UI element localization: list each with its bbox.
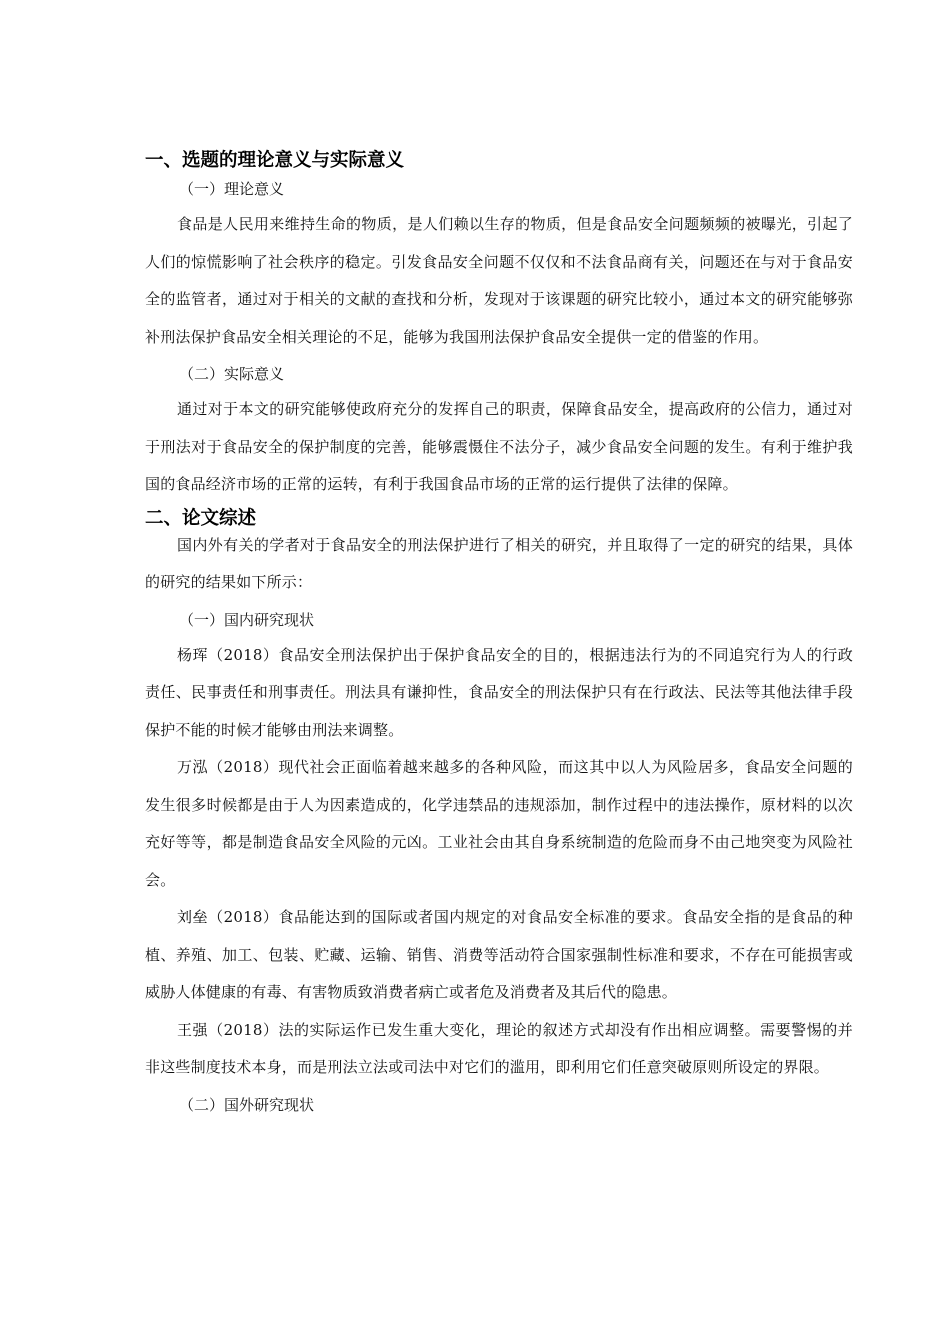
subheading-domestic-research: （一）国内研究现状 [179, 610, 315, 629]
paragraph-wan: 万泓（2018）现代社会正面临着越来越多的各种风险，而这其中以人为风险居多，食品安全问题的发生很多时候都是由于人为因素造成的，化学违禁品的违规添加，制作过程中的违法操作，原材料的以次充好等等，都是制造食品安全风险的元凶。工业社会由其自身系统制造的危险而身不由己地突变为风险社会。 [145, 758, 853, 889]
subheading-foreign-research: （二）国外研究现状 [179, 1095, 315, 1114]
paragraph-wang: 王强（2018）法的实际运作已发生重大变化，理论的叙述方式却没有作出相应调整。需要警惕的并非这些制度技术本身，而是刑法立法或司法中对它们的滥用，即利用它们任意突破原则所设定的界限。 [145, 1020, 853, 1076]
paragraph-practical-significance: 通过对于本文的研究能够使政府充分的发挥自己的职责，保障食品安全，提高政府的公信力，通过对于刑法对于食品安全的保护制度的完善，能够震慑住不法分子，减少食品安全问题的发生。有利于维护我国的食品经济市场的正常的运转，有利于我国食品市场的正常的运行提供了法律的保障。 [145, 400, 853, 493]
paragraph-theoretical-significance: 食品是人民用来维持生命的物质，是人们赖以生存的物质，但是食品安全问题频频的被曝光，引起了人们的惊慌影响了社会秩序的稳定。引发食品安全问题不仅仅和不法食品商有关，问题还在与对于食品安全的监管者，通过对于相关的文献的查找和分析，发现对于该课题的研究比较小，通过本文的研究能够弥补刑法保护食品安全相关理论的不足，能够为我国刑法保护食品安全提供一定的借鉴的作用。 [145, 215, 853, 346]
section-heading-literature-review: 二、论文综述 [145, 507, 257, 529]
paragraph-review-intro: 国内外有关的学者对于食品安全的刑法保护进行了相关的研究，并且取得了一定的研究的结果，具体的研究的结果如下所示： [145, 535, 853, 591]
subheading-theoretical-significance: （一）理论意义 [179, 180, 285, 198]
paragraph-yang: 杨珲（2018）食品安全刑法保护出于保护食品安全的目的，根据违法行为的不同追究行为人的行政责任、民事责任和刑事责任。刑法具有谦抑性，食品安全的刑法保护只有在行政法、民法等其他法律手段保护不能的时候才能够由刑法来调整。 [145, 645, 853, 739]
paragraph-liu: 刘垒（2018）食品能达到的国际或者国内规定的对食品安全标准的要求。食品安全指的是食品的种植、养殖、加工、包装、贮藏、运输、销售、消费等活动符合国家强制性标准和要求，不存在可能损害或威胁人体健康的有毒、有害物质致消费者病亡或者危及消费者及其后代的隐患。 [145, 908, 853, 1001]
document-page [145, 148, 853, 1120]
section-heading-significance: 一、选题的理论意义与实际意义 [145, 150, 405, 171]
subheading-practical-significance: （二）实际意义 [179, 365, 285, 383]
